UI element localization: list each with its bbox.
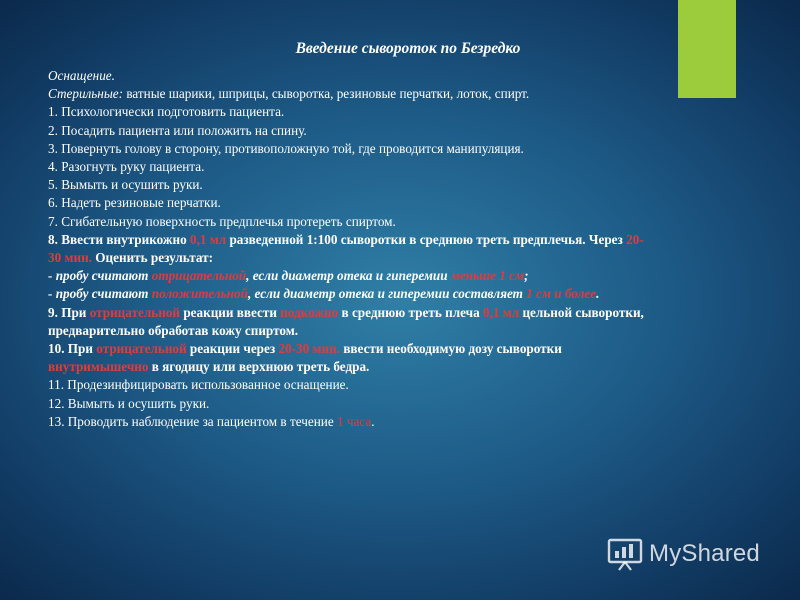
step-9-text: 9. При [48,304,90,320]
criteria-text: - пробу считают [48,286,152,302]
sterile-items: ватные шарики, шприцы, сыворотка, резиновые перчатки, лоток, спирт. [123,86,530,102]
step-10-text: ввести необходимую дозу сыворотки [340,341,562,357]
step-12: 12. Вымыть и осушить руки. [48,395,210,411]
criteria-text: , если диаметр отека и гиперемии [246,268,451,284]
step-8-time: 30 мин. [48,250,92,266]
step-9-route: подкожно [280,304,339,320]
myshared-watermark [607,536,760,572]
step-8 [48,231,768,249]
step-9-text: цельной сыворотки, [519,304,644,320]
step-10-time: 20-30 мин. [278,341,341,357]
presentation-board-icon [607,537,643,571]
step-1: 1. Психологически подготовить пациента. [48,104,285,120]
step-4: 4. Разогнуть руку пациента. [48,159,205,175]
step-13-time: 1 часа [337,413,372,429]
slide-title: Введение сывороток по Безредко [295,40,521,57]
criteria-text: , если диаметр отека и гиперемии составляет [247,286,527,302]
equipment-label: Оснащение. [48,68,115,83]
step-7: 7. Сгибательную поверхность предплечья протереть спиртом. [48,213,396,229]
criteria-text: ; [524,268,529,284]
sterile-label: Стерильные: [48,86,124,102]
step-9-cont: предварительно обработав кожу спиртом. [48,322,299,338]
step-10-cont [48,358,768,376]
slide-content [48,36,768,431]
step-10-text: 10. При [48,341,97,357]
positive-condition: 1 см и более [526,286,597,302]
step-2: 2. Посадить пациента или положить на спину. [48,122,307,138]
step-10 [48,340,768,358]
criteria-text: - пробу считают [48,268,152,284]
step-9-dose: 0,1 мл [482,304,520,320]
positive-result: положительной [151,286,248,302]
positive-criteria [48,285,768,303]
step-3: 3. Повернуть голову в сторону, противоположную той, где проводится манипуляция. [48,140,524,156]
step-5: 5. Вымыть и осушить руки. [48,177,203,193]
step-9-text: в среднюю треть плеча [338,304,483,320]
step-13 [48,413,768,431]
step-10-route: внутримышечно [48,359,149,375]
step-6: 6. Надеть резиновые перчатки. [48,195,221,211]
step-10-text: в ягодицу или верхнюю треть бедра. [148,359,370,375]
step-10-text: реакции через [186,341,279,357]
step-8-text: 8. Ввести внутрикожно [48,231,190,247]
step-8-text: сыворотки в среднюю треть предплечья. Через [337,231,627,247]
step-8-time: 20- [626,231,644,247]
step-13-text: 13. Проводить наблюдение за пациентом в течение [48,413,337,429]
watermark-text: MyShared [649,540,760,567]
step-8-dose: 0,1 мл [189,231,227,247]
sterile-line [48,85,768,103]
step-13-text: . [371,413,375,429]
negative-result: отрицательной [151,268,247,284]
step-9-text: реакции ввести [180,304,281,320]
step-8-cont [48,249,768,267]
step-11: 11. Продезинфицировать использованное оснащение. [48,377,349,393]
criteria-text: . [596,286,600,302]
step-9-negative: отрицательной [89,304,181,320]
negative-criteria [48,267,768,285]
step-8-dilution: 1:100 [306,231,338,247]
step-8-text: разведенной [226,231,307,247]
step-8-text: Оценить результат: [91,250,214,266]
step-9 [48,304,768,322]
negative-condition: меньше 1 см [450,268,525,284]
step-10-negative: отрицательной [96,341,187,357]
